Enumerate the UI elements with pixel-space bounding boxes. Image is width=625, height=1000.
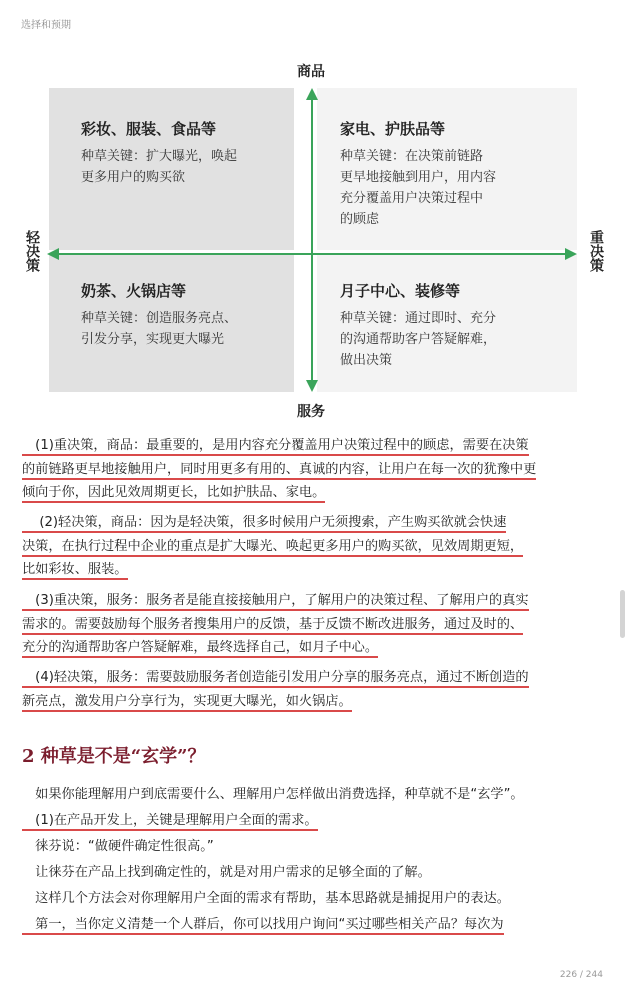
axis-label-right: 重决策 [588,230,604,272]
paragraph-1: (1)重决策，商品：最重要的，是用内容充分覆盖用户决策过程中的顾虑，需要在决策 的前链路更早地接触用户，同时用更多有用的、真诚的内容，让用户在每一次的犹豫中更 倾向于你，因此见效周期更长，比如护肤品、家电。 [22,434,607,505]
quadrant-title-top-right: 家电、护肤品等 [340,120,446,138]
decision-matrix-diagram [19,60,605,420]
quadrant-title-bottom-left: 奶茶、火锅店等 [81,282,187,300]
quadrant-text-bottom-right: 种草关键：通过即时、充分 的沟通帮助客户答疑解难， 做出决策 [340,311,497,368]
quadrant-text-top-left: 种草关键：扩大曝光，唤起 更多用户的购买欲 [81,149,238,185]
paragraph-3: (3)重决策，服务：服务者是能直接接触用户，了解用户的决策过程、了解用户的真实 需求的。需要鼓励每个服务者搜集用户的反馈，基于反馈不断改进服务，通过及时的、 充分的沟通帮助客户答疑解难，最终选择自己，如月子中心。 [22,589,607,660]
axis-label-top: 商品 [297,64,325,80]
axis-label-left: 轻决策 [24,230,40,272]
quadrant-text-top-right: 种草关键：在决策前链路 更早地接触到用户，用内容 充分覆盖用户决策过程中 的顾虑 [340,149,497,227]
paragraph-2: (2)轻决策，商品：因为是轻决策，很多时候用户无须搜索，产生购买欲就会快速 决策，在执行过程中企业的重点是扩大曝光、唤起更多用户的购买欲，见效周期更短， 比如彩妆、服装。 [22,511,607,582]
section-title: 2 种草是不是“玄学”？ [22,746,206,767]
axis-label-bottom: 服务 [297,404,325,420]
scrollbar-thumb[interactable] [620,590,625,638]
header-title: 选择和预期 [21,20,71,31]
quadrant-text-bottom-left: 种草关键：创造服务亮点、 引发分享，实现更大曝光 [81,311,238,347]
paragraph-4: (4)轻决策，服务：需要鼓励服务者创造能引发用户分享的服务亮点，通过不断创造的 新亮点，激发用户分享行为，实现更大曝光，如火锅店。 [22,666,607,713]
section-body: 如果你能理解用户到底需要什么、理解用户怎样做出消费选择，种草就不是“玄学”。 (1)在产品开发上，关键是理解用户全面的需求。 徕芬说：“做硬件确定性很高。” 让徕芬在产品上找到确定性的，就是对用户需求的足够全面的了解。 这样几个方法会对你理解用户全面的需求有帮助，基本思路就是捕捉用户的表达。 第一，当你定义清楚一个人群后，你可以找用户询问“买过哪些相关产品？每次为 [22,782,607,938]
axis-arrows [19,60,605,420]
quadrant-title-top-left: 彩妆、服装、食品等 [81,120,217,138]
quadrant-title-bottom-right: 月子中心、装修等 [340,282,461,300]
page-number: 226 / 244 [559,970,603,980]
